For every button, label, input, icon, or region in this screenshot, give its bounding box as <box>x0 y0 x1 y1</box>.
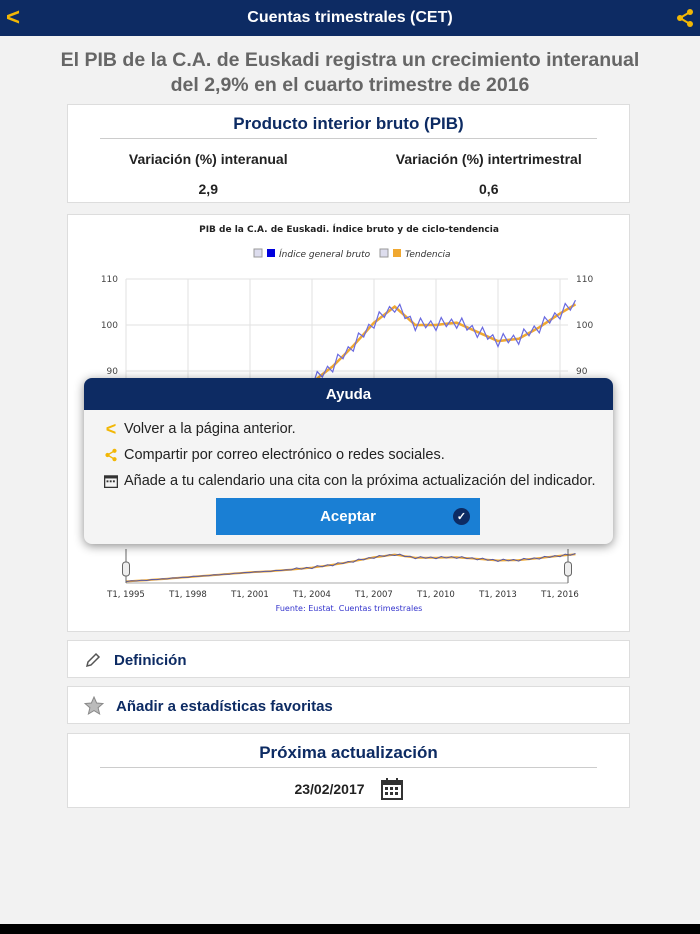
x-tick: T1, 1995 <box>107 590 145 600</box>
bottom-bar <box>0 924 700 934</box>
dialog-title: Ayuda <box>84 378 613 410</box>
share-icon[interactable] <box>676 8 694 33</box>
help-dialog <box>84 378 613 544</box>
back-chevron-icon: < <box>105 418 117 439</box>
help-item-calendar: Añade a tu calendario una cita con la próxima actualización del indicador. <box>84 468 613 494</box>
x-tick: T1, 2004 <box>293 590 331 600</box>
legend-swatch-raw <box>267 249 275 257</box>
share-icon <box>98 448 124 462</box>
intertrimestral-label: Variación (%) intertrimestral <box>395 151 582 167</box>
interanual-value: 2,9 <box>198 181 218 197</box>
top-bar <box>0 0 700 36</box>
app-title: Cuentas trimestrales (CET) <box>247 9 453 26</box>
interanual-label: Variación (%) interanual <box>128 151 288 167</box>
calendar-icon <box>98 474 124 488</box>
favoritos-label: Añadir a estadísticas favoritas <box>116 697 333 715</box>
intertrimestral-value: 0,6 <box>479 181 499 197</box>
y-tick-right: 110 <box>576 275 594 285</box>
pib-title: Producto interior bruto (PIB) <box>100 105 597 139</box>
legend-checkbox <box>254 249 262 257</box>
x-tick: T1, 2001 <box>231 590 269 600</box>
proxima-date: 23/02/2017 <box>294 781 365 797</box>
pib-card <box>67 104 630 203</box>
y-tick-left: 90 <box>106 367 118 377</box>
star-icon <box>84 696 104 716</box>
x-tick: T1, 1998 <box>169 590 207 600</box>
definicion-card[interactable] <box>67 640 630 678</box>
navigator-trend <box>126 554 576 581</box>
headline: El PIB de la C.A. de Euskadi registra un crecimiento interanual del 2,9% en el cuarto trimestre de 2016 <box>60 49 640 96</box>
proxima-title: Próxima actualización <box>100 734 597 768</box>
x-tick: T1, 2010 <box>417 590 455 600</box>
definicion-label: Definición <box>114 651 187 669</box>
proxima-card <box>67 733 630 808</box>
y-tick-left: 100 <box>100 321 118 331</box>
y-tick-left: 110 <box>100 275 118 285</box>
check-icon: ✓ <box>453 508 470 525</box>
favoritos-card[interactable] <box>67 686 630 724</box>
back-chevron-icon[interactable]: < <box>6 4 21 31</box>
chart-title: PIB de la C.A. de Euskadi. Índice bruto y de ciclo-tendencia <box>199 225 499 235</box>
legend-checkbox <box>380 249 388 257</box>
navigator-handle[interactable] <box>565 562 572 576</box>
help-item-back: < Volver a la página anterior. <box>84 416 613 442</box>
accept-button[interactable]: Aceptar ✓ <box>216 498 480 535</box>
y-tick-right: 90 <box>576 367 588 377</box>
chart-source: Fuente: Eustat. Cuentas trimestrales <box>275 604 423 613</box>
x-tick: T1, 2013 <box>479 590 517 600</box>
pencil-icon <box>84 651 102 669</box>
x-tick: T1, 2016 <box>541 590 579 600</box>
y-tick-right: 100 <box>576 321 594 331</box>
x-tick: T1, 2007 <box>355 590 393 600</box>
calendar-icon[interactable] <box>381 778 403 800</box>
legend-swatch-trend <box>393 249 401 257</box>
legend-trend: Tendencia <box>405 250 451 260</box>
legend-raw: Índice general bruto <box>279 250 371 260</box>
help-item-share: Compartir por correo electrónico o redes sociales. <box>84 442 613 468</box>
navigator-handle[interactable] <box>123 562 130 576</box>
